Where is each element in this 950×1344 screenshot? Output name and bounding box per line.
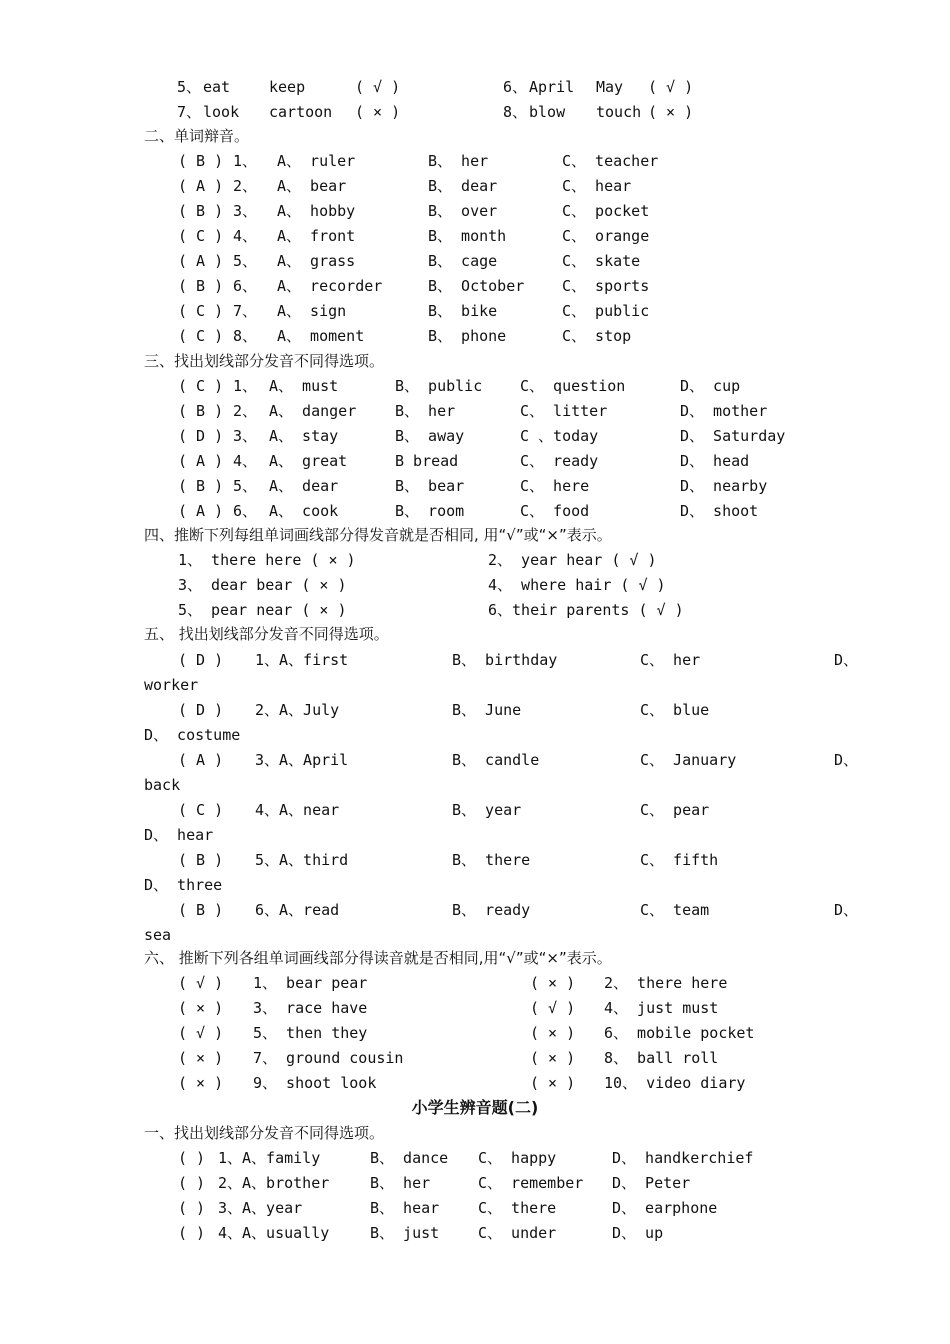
option-b: B、 October (428, 277, 525, 295)
answer: ( × ) (530, 1049, 576, 1067)
word-4: touch (596, 103, 642, 121)
option-c: C、 fifth (640, 851, 719, 869)
answer: ( ) (178, 1224, 206, 1242)
question-row (0, 300, 950, 322)
answer: ( B ) (178, 152, 224, 170)
answer: ( A ) (178, 502, 224, 520)
word-pair: 4、 just must (604, 999, 719, 1017)
option-a: A、 sign (277, 302, 347, 320)
judge-row (0, 1022, 950, 1044)
answer: ( C ) (178, 801, 224, 819)
option-c: C、 skate (562, 252, 641, 270)
item-number: 2、 (233, 402, 258, 420)
option-a: 1、A、first (255, 651, 349, 669)
answer: ( C ) (178, 327, 224, 345)
wrapped-line (0, 774, 950, 796)
answer: ( ) (178, 1199, 206, 1217)
option-c: C、 her (640, 651, 701, 669)
answer: ( B ) (178, 477, 224, 495)
section-2-heading: 二、单词辩音。 (144, 127, 250, 145)
question-row (0, 400, 950, 422)
option-d: D、 (834, 651, 859, 669)
wrapped-option: D、 costume (144, 726, 241, 744)
option-c: C、 pocket (562, 202, 650, 220)
section-heading (0, 623, 950, 645)
option-a: A、 stay (269, 427, 339, 445)
question-row (0, 749, 950, 771)
option-a: 4、A、near (255, 801, 340, 819)
pair-left: 1、 there here ( × ) (178, 551, 356, 569)
wrapped-option: sea (144, 926, 172, 944)
option-a: 5、A、third (255, 851, 349, 869)
answer: ( × ) (355, 103, 401, 121)
part-2-title: 小学生辨音题(二) (411, 1098, 539, 1117)
answer: ( √ ) (530, 999, 576, 1017)
item-number: 4、 (233, 452, 258, 470)
option-b: B、 her (428, 152, 489, 170)
question-row (0, 1172, 950, 1194)
answer: ( A ) (178, 751, 224, 769)
option-b: B、 phone (428, 327, 507, 345)
option-a: 2、A、July (255, 701, 340, 719)
section-heading (0, 350, 950, 372)
pairs-row (0, 76, 950, 98)
option-c: C、 orange (562, 227, 650, 245)
option-c: C、 team (640, 901, 710, 919)
word-3: April (529, 78, 575, 96)
item-number: 8、 (233, 327, 258, 345)
option-b: B、 bike (428, 302, 498, 320)
option-c: C、 stop (562, 327, 632, 345)
answer: ( × ) (648, 103, 694, 121)
option-c: C、 hear (562, 177, 632, 195)
section-6-heading: 六、 推断下列各组单词画线部分得读音就是否相同,用“√”或“×”表示。 (144, 949, 612, 967)
wrapped-option: D、 three (144, 876, 223, 894)
word-pair: 7、 ground cousin (253, 1049, 404, 1067)
item-number: 5、 (233, 252, 258, 270)
question-row (0, 225, 950, 247)
option-d: D、 mother (680, 402, 768, 420)
part-2-heading: 一、找出划线部分发音不同得选项。 (144, 1124, 385, 1142)
judge-row (0, 1072, 950, 1094)
question-row (0, 150, 950, 172)
option-a: A、 dear (269, 477, 339, 495)
option-d: D、 earphone (612, 1199, 718, 1217)
question-row (0, 1147, 950, 1169)
word-4: May (596, 78, 624, 96)
answer: ( B ) (178, 277, 224, 295)
item-number: 6、 (503, 78, 528, 96)
pair-right: 4、 where hair ( √ ) (488, 576, 666, 594)
option-b: B、 dear (428, 177, 498, 195)
option-b: B、 ready (452, 901, 531, 919)
pair-right: 2、 year hear ( √ ) (488, 551, 657, 569)
section-5-heading: 五、 找出划线部分发音不同得选项。 (144, 625, 389, 643)
option-d: D、 shoot (680, 502, 759, 520)
answer: ( √ ) (178, 974, 224, 992)
answer: ( B ) (178, 402, 224, 420)
question-row (0, 425, 950, 447)
pair-left: 5、 pear near ( × ) (178, 601, 347, 619)
option-b: B、 there (452, 851, 531, 869)
answer: ( A ) (178, 252, 224, 270)
word-pair: 2、 there here (604, 974, 728, 992)
item-number: 3、 (233, 427, 258, 445)
question-row (0, 200, 950, 222)
option-a: 1、A、family (218, 1149, 321, 1167)
wrapped-line (0, 724, 950, 746)
judge-row (0, 972, 950, 994)
answer: ( √ ) (648, 78, 694, 96)
option-d: D、 head (680, 452, 750, 470)
question-row (0, 649, 950, 671)
answer: ( D ) (178, 701, 224, 719)
answer: ( C ) (178, 302, 224, 320)
answer: ( × ) (178, 1049, 224, 1067)
option-c: C、 litter (520, 402, 608, 420)
option-a: A、 danger (269, 402, 357, 420)
question-row (0, 1197, 950, 1219)
option-a: 3、A、April (255, 751, 349, 769)
option-b: B、 her (370, 1174, 431, 1192)
section-heading (0, 524, 950, 546)
option-c: C、 teacher (562, 152, 659, 170)
wrapped-option: D、 hear (144, 826, 214, 844)
answer: ( A ) (178, 177, 224, 195)
item-number: 7、 (233, 302, 258, 320)
option-a: A、 cook (269, 502, 339, 520)
option-b: B、 June (452, 701, 522, 719)
option-d: D、 up (612, 1224, 664, 1242)
item-number: 1、 (233, 152, 258, 170)
item-number: 2、 (233, 177, 258, 195)
answer: ( × ) (178, 999, 224, 1017)
option-c: C、 under (478, 1224, 557, 1242)
question-row (0, 475, 950, 497)
question-row (0, 799, 950, 821)
option-a: A、 recorder (277, 277, 383, 295)
answer: ( C ) (178, 377, 224, 395)
option-c: C、 ready (520, 452, 599, 470)
word-pair: 8、 ball roll (604, 1049, 719, 1067)
word-2: keep (269, 78, 306, 96)
word-pair: 5、 then they (253, 1024, 368, 1042)
item-number: 1、 (233, 377, 258, 395)
question-row (0, 450, 950, 472)
answer: ( B ) (178, 901, 224, 919)
option-b: B、 candle (452, 751, 540, 769)
option-a: A、 must (269, 377, 339, 395)
question-row (0, 849, 950, 871)
option-c: C、 there (478, 1199, 557, 1217)
section-heading (0, 1122, 950, 1144)
option-a: A、 hobby (277, 202, 356, 220)
answer: ( B ) (178, 851, 224, 869)
question-row (0, 175, 950, 197)
option-b: B、 just (370, 1224, 440, 1242)
option-d: D、 handkerchief (612, 1149, 754, 1167)
question-row (0, 325, 950, 347)
judge-row (0, 997, 950, 1019)
option-c: C、 public (562, 302, 650, 320)
answer: ( ) (178, 1149, 206, 1167)
wrapped-option: back (144, 776, 181, 794)
section-3-heading: 三、找出划线部分发音不同得选项。 (144, 352, 385, 370)
judge-row (0, 1047, 950, 1069)
item-number: 5、 (177, 78, 202, 96)
option-a: A、 great (269, 452, 348, 470)
answer: ( √ ) (355, 78, 401, 96)
option-a: 2、A、brother (218, 1174, 330, 1192)
answer: ( √ ) (178, 1024, 224, 1042)
answer: ( × ) (530, 1024, 576, 1042)
option-c: C、 pear (640, 801, 710, 819)
item-number: 4、 (233, 227, 258, 245)
question-row (0, 699, 950, 721)
pair-left: 3、 dear bear ( × ) (178, 576, 347, 594)
section-heading (0, 125, 950, 147)
option-b: B、 public (395, 377, 483, 395)
word-3: blow (529, 103, 566, 121)
option-b: B、 cage (428, 252, 498, 270)
section-4-heading: 四、推断下列每组单词画线部分得发音就是否相同, 用“√”或“×”表示。 (144, 526, 612, 544)
wrapped-line (0, 874, 950, 896)
option-b: B、 over (428, 202, 498, 220)
item-number: 6、 (233, 502, 258, 520)
option-b: B、 her (395, 402, 456, 420)
option-c: C、 January (640, 751, 737, 769)
answer: ( D ) (178, 651, 224, 669)
wrapped-line (0, 824, 950, 846)
option-a: A、 bear (277, 177, 347, 195)
question-row (0, 500, 950, 522)
word-pair: 10、 video diary (604, 1074, 746, 1092)
item-number: 7、 (177, 103, 202, 121)
question-row (0, 1222, 950, 1244)
wrapped-option: worker (144, 676, 199, 694)
answer: ( B ) (178, 202, 224, 220)
option-d: D、 Saturday (680, 427, 786, 445)
option-b: B、 month (428, 227, 507, 245)
item-number: 5、 (233, 477, 258, 495)
wrapped-line (0, 674, 950, 696)
answer: ( × ) (178, 1074, 224, 1092)
option-d: D、 cup (680, 377, 741, 395)
answer: ( × ) (530, 1074, 576, 1092)
wrapped-line (0, 924, 950, 946)
word-pair: 3、 race have (253, 999, 368, 1017)
option-a: 6、A、read (255, 901, 340, 919)
option-c: C、 happy (478, 1149, 557, 1167)
option-c: C、 sports (562, 277, 650, 295)
pair-right: 6、their parents ( √ ) (488, 601, 684, 619)
option-b: B、 away (395, 427, 465, 445)
answer: ( D ) (178, 427, 224, 445)
option-c: C、 here (520, 477, 590, 495)
answer: ( A ) (178, 452, 224, 470)
option-d: D、 nearby (680, 477, 768, 495)
option-b: B、 hear (370, 1199, 440, 1217)
option-b: B、 room (395, 502, 465, 520)
option-c: C、 food (520, 502, 590, 520)
option-d: D、 (834, 901, 859, 919)
option-b: B、 dance (370, 1149, 449, 1167)
option-b: B bread (395, 452, 459, 470)
word-2: cartoon (269, 103, 333, 121)
option-c: C、 question (520, 377, 626, 395)
option-d: D、 (834, 751, 859, 769)
word-1: look (203, 103, 240, 121)
option-d: D、 Peter (612, 1174, 691, 1192)
option-c: C、 blue (640, 701, 710, 719)
word-pair: 9、 shoot look (253, 1074, 377, 1092)
answer: ( ) (178, 1174, 206, 1192)
item-number: 8、 (503, 103, 528, 121)
item-number: 3、 (233, 202, 258, 220)
option-a: 3、A、year (218, 1199, 303, 1217)
word-pair: 6、 mobile pocket (604, 1024, 755, 1042)
question-row (0, 375, 950, 397)
word-1: eat (203, 78, 231, 96)
option-a: A、 moment (277, 327, 365, 345)
judge-row (0, 574, 950, 596)
item-number: 6、 (233, 277, 258, 295)
pairs-row (0, 101, 950, 123)
option-a: A、 grass (277, 252, 356, 270)
question-row (0, 275, 950, 297)
question-row (0, 250, 950, 272)
option-a: A、 ruler (277, 152, 356, 170)
judge-row (0, 549, 950, 571)
option-b: B、 year (452, 801, 522, 819)
answer: ( C ) (178, 227, 224, 245)
option-b: B、 bear (395, 477, 465, 495)
word-pair: 1、 bear pear (253, 974, 368, 992)
option-c: C 、today (520, 427, 599, 445)
judge-row (0, 599, 950, 621)
answer: ( × ) (530, 974, 576, 992)
section-heading (0, 947, 950, 969)
option-b: B、 birthday (452, 651, 558, 669)
option-c: C、 remember (478, 1174, 584, 1192)
option-a: 4、A、usually (218, 1224, 330, 1242)
question-row (0, 899, 950, 921)
option-a: A、 front (277, 227, 356, 245)
